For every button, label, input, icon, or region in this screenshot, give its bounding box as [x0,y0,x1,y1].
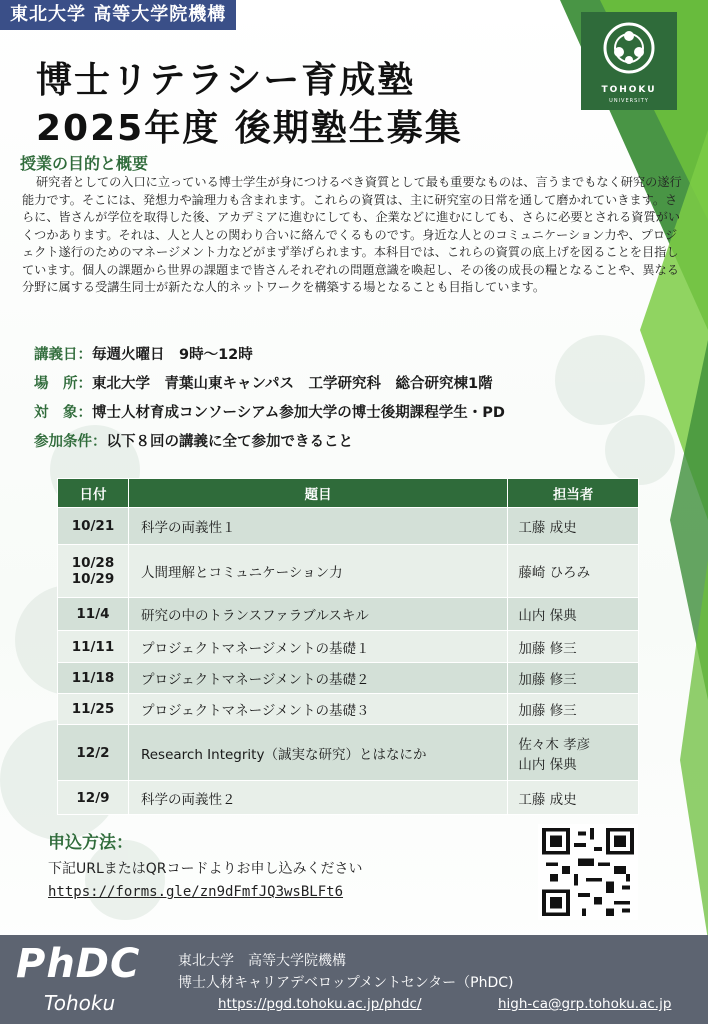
row-person: 藤崎 ひろみ [508,545,639,598]
row-person: 工藤 成史 [508,781,639,815]
target-label: 対 象： [34,405,92,421]
row-person: 加藤 修三 [508,631,639,663]
table-row [58,508,639,545]
table-row [58,663,639,694]
logo-subtitle: UNIVERSITY [609,98,649,104]
row-title: プロジェクトマネージメントの基礎３ [128,694,507,725]
table-row [58,631,639,663]
tohoku-university-emblem-icon [581,12,677,84]
table-header-row [58,479,639,508]
qr-code-icon [538,824,638,920]
qr-code[interactable] [538,824,638,920]
row-title: Research Integrity（誠実な研究）とはなにか [128,725,507,781]
phdc-logo-subtext: Tohoku [44,991,116,1015]
row-date: 10/28 10/29 [58,545,129,598]
apply-heading: 申込方法： [48,833,133,853]
row-person: 山内 保典 [508,598,639,631]
row-date: 12/2 [58,725,129,781]
row-title: プロジェクトマネージメントの基礎１ [128,631,507,663]
row-person: 加藤 修三 [508,663,639,694]
table-row [58,545,639,598]
row-title: プロジェクトマネージメントの基礎２ [128,663,507,694]
row-person: 工藤 成史 [508,508,639,545]
info-target [34,401,505,422]
university-logo [581,12,677,110]
info-condition [34,430,353,451]
apply-instructions: 下記URLまたはQRコードよりお申し込みください [48,861,363,877]
row-date: 11/4 [58,598,129,631]
row-title: 研究の中のトランスファラブルスキル [128,598,507,631]
table-row [58,725,639,781]
main-title: 博士リテラシー育成塾 [36,60,416,101]
row-date: 11/25 [58,694,129,725]
purpose-text: 研究者としての入口に立っている博士学生が身につけるべき資質として最も重要なものは、言うまでもなく研究の遂行能力です。そこには、発想力や論理力も含まれます。これらの資質は、主に研究室の日常を通して磨かれていきます。さらに、皆さんが学位を取得した後、アカデミアに進むにしても、企業などに進むにしても、さらに必要とされる資質がいくつかあります。それは、人と人との関わり合いに絡んでくるものです。身近な人とのコミュニケーション力や、プロジェクト遂行のためのマネージメント力などがまず挙げられます。本科目では、これらの資質の底上げを図ることを目指しています。個人の課題から世界の課題まで皆さんそれぞれの問題意識を喚起し、その後の成長の糧となることや、異なる分野に属する受講生同士が新たな人的ネットワークを構築する場となることも目指しています。 [22,175,682,294]
row-date: 10/21 [58,508,129,545]
condition-value: 以下８回の講義に全て参加できること [106,434,353,450]
row-person: 加藤 修三 [508,694,639,725]
footer [0,935,708,1024]
schedule-value: 毎週火曜日 9時～12時 [92,347,253,363]
info-place [34,372,493,393]
table-row [58,781,639,815]
logo-name: TOHOKU [601,85,657,95]
purpose-heading: 授業の目的と概要 [20,154,149,173]
row-title: 科学の両義性２ [128,781,507,815]
phdc-logo-text: PhDC [16,941,141,987]
footer-website-link[interactable]: https://pgd.tohoku.ac.jp/phdc/ [218,996,422,1012]
main-subtitle: 2025年度 後期塾生募集 [36,108,463,149]
schedule-label: 講義日： [34,347,92,363]
table-row [58,694,639,725]
footer-email-link[interactable]: high-ca@grp.tohoku.ac.jp [498,996,672,1012]
organization-tag: 東北大学 高等大学院機構 [0,0,236,30]
header-title: 題目 [128,479,507,508]
condition-label: 参加条件： [34,434,107,450]
row-date: 12/9 [58,781,129,815]
footer-org: 東北大学 高等大学院機構 [178,953,346,969]
row-date: 11/11 [58,631,129,663]
target-value: 博士人材育成コンソーシアム参加大学の博士後期課程学生・PD [92,405,505,421]
footer-center-name: 博士人材キャリアデベロップメントセンター（PhDC) [178,975,514,991]
row-person: 佐々木 孝彦 山内 保典 [508,725,639,781]
application-form-link[interactable]: https://forms.gle/zn9dFmfJQ3wsBLFt6 [48,884,344,900]
place-label: 場 所： [34,376,92,392]
table-row [58,598,639,631]
header-person: 担当者 [508,479,639,508]
row-date: 11/18 [58,663,129,694]
info-schedule [34,343,253,364]
schedule-table [57,478,639,815]
row-title: 科学の両義性１ [128,508,507,545]
header-date: 日付 [58,479,129,508]
place-value: 東北大学 青葉山東キャンパス 工学研究科 総合研究棟1階 [92,376,493,392]
row-title: 人間理解とコミュニケーション力 [128,545,507,598]
